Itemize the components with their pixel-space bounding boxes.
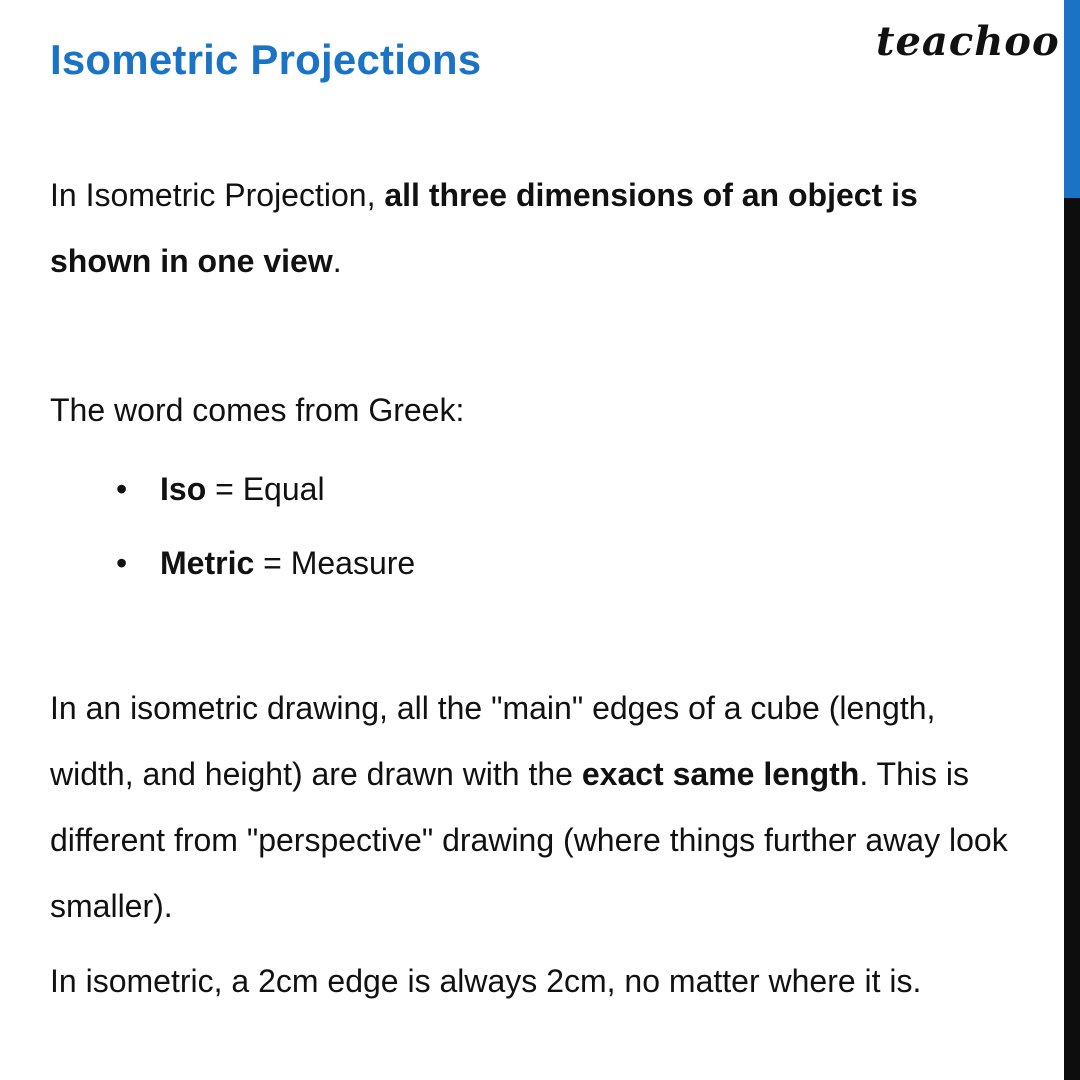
intro-lead: In Isometric Projection,: [50, 177, 385, 213]
side-rail-accent: [1064, 0, 1080, 198]
intro-paragraph: [50, 162, 1020, 294]
teachoo-logo: teachoo: [876, 18, 1060, 65]
closing-paragraph: In isometric, a 2cm edge is always 2cm, no matter where it is.: [50, 963, 922, 999]
list-item: [110, 526, 415, 600]
greek-terms-list: [110, 452, 415, 600]
explain-part2: . This is different from "perspective" drawing (where things further away look smaller).: [50, 756, 1008, 924]
bullet-icon: •: [116, 545, 128, 581]
intro-end: .: [332, 243, 342, 279]
page-title: Isometric Projections: [50, 36, 482, 83]
list-item: [110, 452, 415, 526]
intro-bold: all three dimensions of an object is shown in one view: [50, 177, 918, 279]
definition: = Equal: [206, 471, 325, 507]
origin-paragraph: The word comes from Greek:: [50, 392, 465, 428]
term: Iso: [160, 471, 207, 507]
explain-paragraph: [50, 675, 1020, 939]
explain-part1: In an isometric drawing, all the "main" edges of a cube (length, width, and height) are drawn with the: [50, 690, 936, 792]
explain-bold: exact same length: [581, 756, 860, 792]
term: Metric: [160, 545, 255, 581]
bullet-icon: •: [116, 471, 128, 507]
definition: = Measure: [254, 545, 416, 581]
